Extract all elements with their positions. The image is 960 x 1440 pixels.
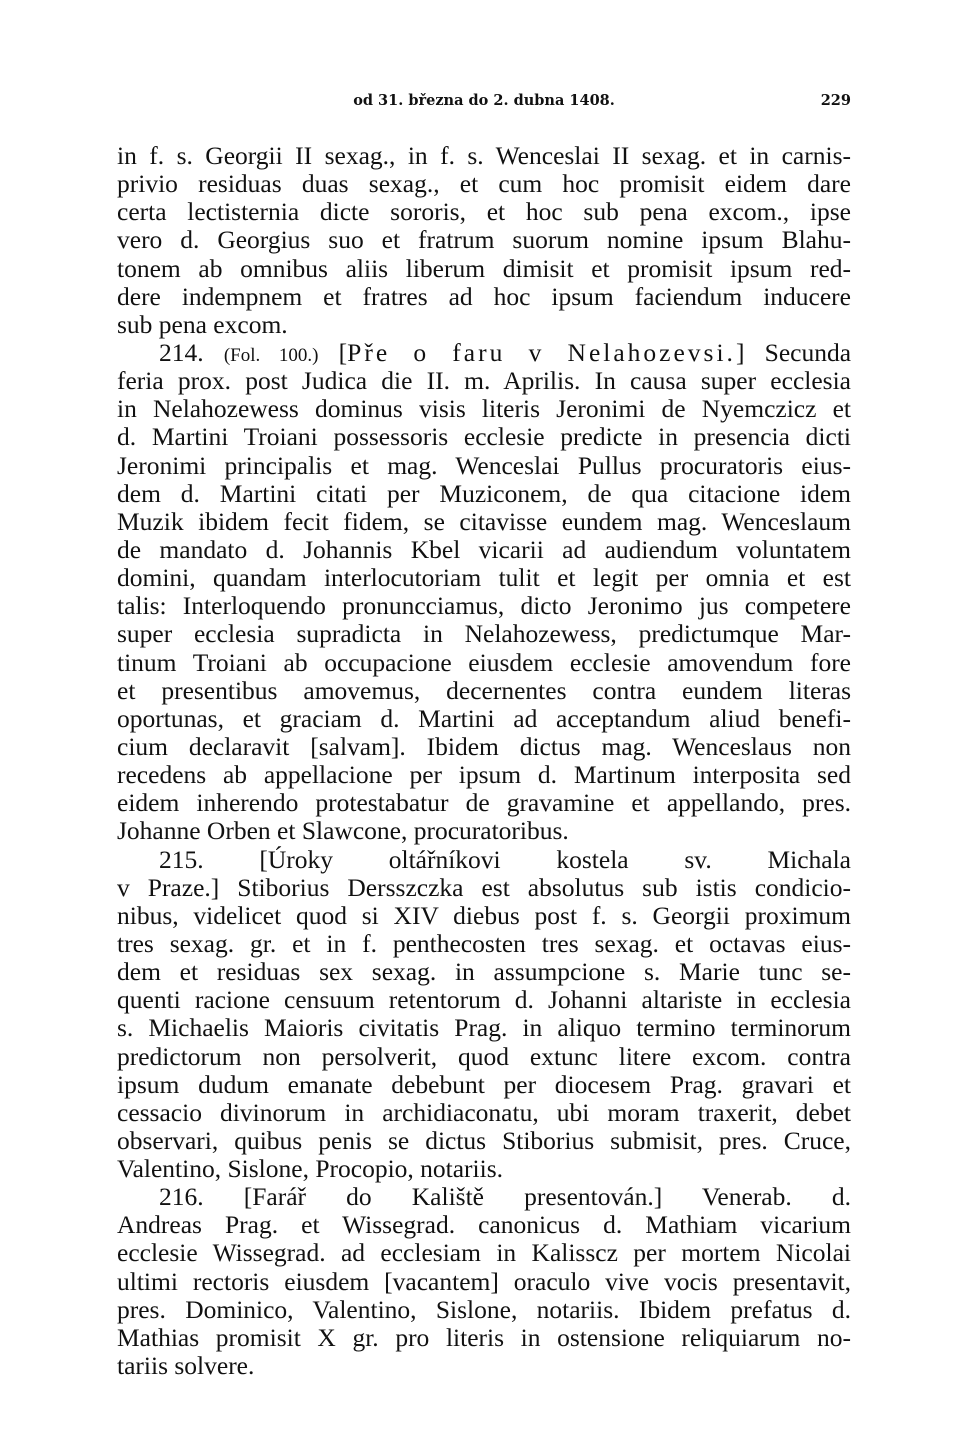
text-line: tres sexag. gr. et in f. penthecosten tres sexag. et octavas eius- — [117, 929, 851, 958]
body-text — [117, 142, 851, 1380]
text-line: dem et residuas sex sexag. in assumpcione s. Marie tunc se- — [117, 958, 851, 987]
entry-215-first-line: 215. [Úroky oltářníkovi kostela sv. Michala — [159, 845, 851, 874]
text-line: talis: Interloquendo pronuncciamus, dicto Jeronimo jus competere — [117, 592, 851, 621]
text-line: ipsum dudum emanate debebunt per diocesem Prag. gravari et — [117, 1070, 851, 1099]
text-line: super ecclesia supradicta in Nelahozewess, predictumque Mar- — [117, 620, 851, 649]
running-head — [117, 88, 851, 114]
entry-text-start: Secunda — [764, 338, 851, 367]
bracket-open: [ — [338, 338, 348, 367]
entry-214-first-line — [117, 339, 851, 367]
text-line: s. Michaelis Maioris civitatis Prag. in aliquo termino terminorum — [117, 1014, 851, 1043]
text-line: privio residuas duas sexag., et cum hoc promisit eidem dare — [117, 170, 851, 199]
text-line: certa lectisternia dicte sororis, et hoc sub pena excom., ipse — [117, 198, 851, 227]
text-line: nibus, videlicet quod si XIV diebus post f. s. Georgii proximum — [117, 901, 851, 930]
text-line: in f. s. Georgii II sexag., in f. s. Wenceslai II sexag. et in carnis- — [117, 142, 851, 170]
text-line: oportunas, et graciam d. Martini ad acceptandum aliud benefi- — [117, 704, 851, 733]
text-line: Muzik ibidem fecit fidem, se citavisse eundem mag. Wenceslaum — [117, 507, 851, 536]
text-line: quenti racione censuum retentorum d. Johanni altariste in ecclesia — [117, 986, 851, 1015]
text-line: Johanne Orben et Slawcone, procuratoribus. — [117, 817, 569, 846]
text-line: Jeronimi principalis et mag. Wenceslai Pullus procuratoris eius- — [117, 451, 851, 480]
text-line: Valentino, Sislone, Procopio, notariis. — [117, 1155, 504, 1184]
entry-heading: Pře o faru v Nelahozevsi. — [347, 338, 736, 367]
text-line: de mandato d. Johannis Kbel vicarii ad audiendum voluntatem — [117, 535, 851, 564]
text-line: sub pena excom. — [117, 310, 288, 339]
text-line: d. Martini Troiani possessoris ecclesie predicte in presencia dicti — [117, 423, 851, 452]
text-line: ultimi rectoris eiusdem [vacantem] oraculo vive vocis presentavit, — [117, 1267, 851, 1296]
page-number: 229 — [820, 92, 851, 109]
text-line: predictorum non persolverit, quod extunc litere excom. contra — [117, 1042, 851, 1071]
text-line: tariis solvere. — [117, 1352, 255, 1381]
text-line: vero d. Georgius suo et fratrum suorum nomine ipsum Blahu- — [117, 226, 851, 255]
entry-216-first-line: 216. [Farář do Kaliště presentován.] Venerab. d. — [159, 1183, 851, 1212]
text-line: dere indempnem et fratres ad hoc ipsum faciendum inducere — [117, 282, 851, 311]
text-line: tonem ab omnibus aliis liberum dimisit et promisit ipsum red- — [117, 254, 851, 283]
text-line: eidem inherendo protestabatur de gravamine et appellando, pres. — [117, 789, 851, 818]
entry-number: 214. — [159, 338, 204, 367]
text-line: tinum Troiani ab occupacione eiusdem ecclesie amovendum fore — [117, 648, 851, 677]
text-line: pres. Dominico, Valentino, Sislone, notariis. Ibidem prefatus d. — [117, 1295, 851, 1324]
bracket-close: ] — [735, 338, 745, 367]
text-line: ecclesie Wissegrad. ad ecclesiam in Kalisscz per mortem Nicolai — [117, 1239, 851, 1268]
text-line: recedens ab appellacione per ipsum d. Martinum interposita sed — [117, 761, 851, 790]
folio-reference: (Fol. 100.) — [223, 344, 319, 366]
text-line: in Nelahozewess dominus visis literis Jeronimi de Nyemczicz et — [117, 395, 851, 424]
text-line: v Praze.] Stiborius Dersszczka est absolutus sub istis condicio- — [117, 873, 851, 902]
text-line: feria prox. post Judica die II. m. Aprilis. In causa super ecclesia — [117, 367, 851, 396]
text-line: domini, quandam interlocutoriam tulit et legit per omnia et est — [117, 564, 851, 593]
text-line: Andreas Prag. et Wissegrad. canonicus d. Mathiam vicarium — [117, 1211, 851, 1240]
text-line: cessacio divinorum in archidiaconatu, ubi moram traxerit, debet — [117, 1098, 851, 1127]
text-line: Mathias promisit X gr. pro literis in ostensione reliquiarum no- — [117, 1323, 851, 1352]
text-line: dem d. Martini citati per Muziconem, de qua citacione idem — [117, 479, 851, 508]
text-line: et presentibus amovemus, decernentes contra eundem literas — [117, 676, 851, 705]
text-line: cium declaravit [salvam]. Ibidem dictus mag. Wenceslaus non — [117, 732, 851, 761]
running-title: od 31. března do 2. dubna 1408. — [353, 92, 615, 109]
text-line: observari, quibus penis se dictus Stiborius submisit, pres. Cruce, — [117, 1126, 851, 1155]
